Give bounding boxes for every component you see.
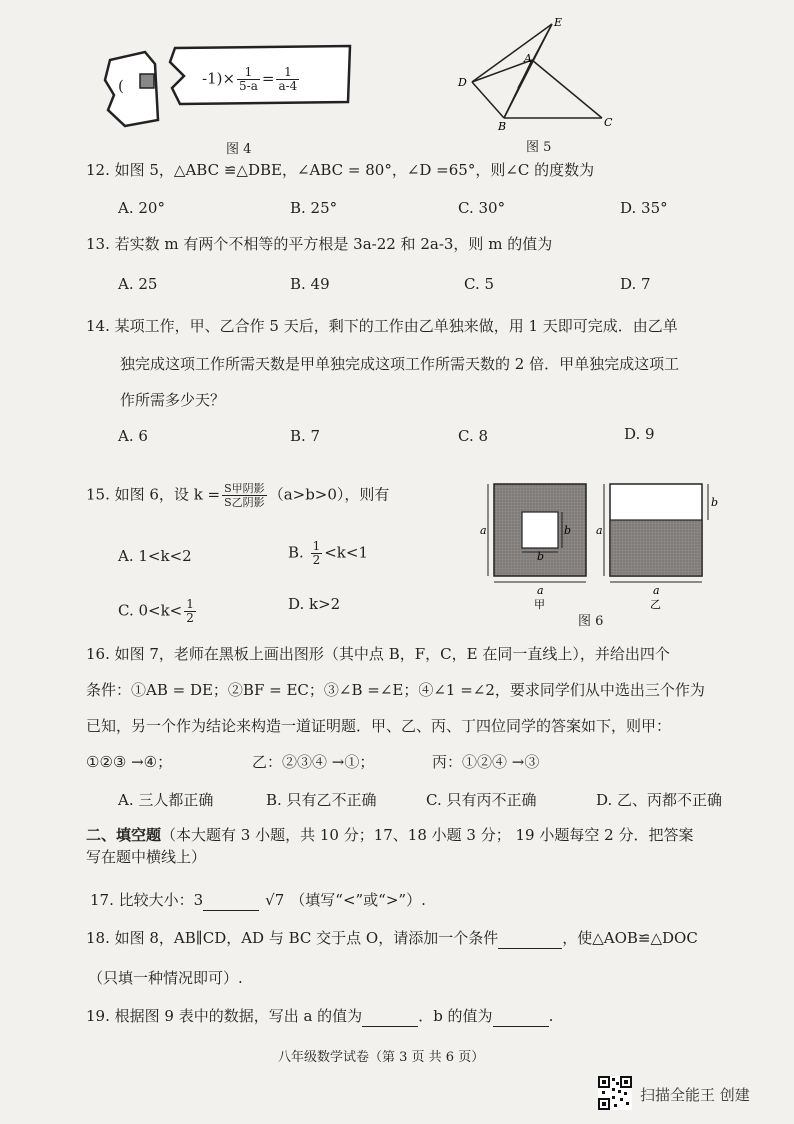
q16-option-c: C. 只有丙不正确 bbox=[426, 791, 537, 809]
q18-answer-blank[interactable] bbox=[498, 928, 562, 949]
q15-optc-num: 1 bbox=[186, 597, 194, 611]
fig6-label-jia: 甲 bbox=[534, 598, 545, 611]
q15-optb-suffix: <k<1 bbox=[324, 543, 368, 562]
q15-frac-den: S乙阴影 bbox=[224, 496, 265, 509]
question-14-line3: 作所需多少天？ bbox=[120, 391, 226, 409]
fig6-yi-shaded bbox=[610, 520, 702, 576]
q15-optc-text: C. 0<k< bbox=[118, 601, 183, 620]
fig4-paren: ( bbox=[118, 77, 124, 95]
q13-option-c: C. 5 bbox=[464, 275, 495, 293]
q14-option-a: A. 6 bbox=[118, 427, 148, 445]
q16-option-a: A. 三人都正确 bbox=[118, 791, 214, 809]
fig5-label-b: B bbox=[498, 120, 507, 133]
qr-code-icon bbox=[598, 1076, 632, 1110]
q12-option-c: C. 30° bbox=[458, 199, 506, 217]
question-14-line1: 14. 某项工作，甲、乙合作 5 天后，剩下的工作由乙单独来做，用 1 天即可完成．由乙单 bbox=[86, 317, 678, 335]
q14-option-b: B. 7 bbox=[290, 427, 321, 445]
fig5-label-d: D bbox=[458, 76, 467, 89]
q17-answer-blank[interactable] bbox=[203, 890, 259, 911]
fig4-frac2 bbox=[276, 66, 299, 93]
q12-option-a: A. 20° bbox=[118, 199, 165, 217]
q16-option-b: B. 只有乙不正确 bbox=[266, 791, 377, 809]
fig5-label-a: A bbox=[524, 52, 532, 65]
q15-suffix: （a>b>0），则有 bbox=[268, 485, 390, 504]
fig4-eq: = bbox=[261, 69, 275, 88]
section-2-title: 二、填空题 bbox=[86, 826, 162, 844]
page-footer: 八年级数学试卷（第 3 页 共 6 页） bbox=[278, 1050, 485, 1065]
fig6-label-yi: 乙 bbox=[650, 598, 661, 611]
question-12: 12. 如图 5，△ABC ≌△DBE，∠ABC = 80°，∠D =65°，则∠C 的度数为 bbox=[86, 161, 595, 179]
q15-option-a: A. 1<k<2 bbox=[118, 547, 192, 565]
section-2-heading bbox=[86, 824, 766, 846]
q14-option-d: D. 9 bbox=[624, 425, 655, 443]
q12-option-d: D. 35° bbox=[620, 199, 668, 217]
question-17 bbox=[90, 890, 426, 911]
q15-frac-num: S甲阴影 bbox=[224, 482, 265, 495]
fig4-frac1 bbox=[237, 66, 260, 93]
q18-text-b: ，使△AOB≌△DOC bbox=[562, 929, 698, 947]
question-16-line3: 已知，另一个作为结论来构造一道证明题．甲、乙、丙、丁四位同学的答案如下，则甲： bbox=[86, 717, 672, 735]
q19-part2: ．b 的值为 bbox=[418, 1007, 493, 1025]
q18-text-a: 18. 如图 8，AB∥CD，AD 与 BC 交于点 O，请添加一个条件 bbox=[86, 929, 499, 947]
question-19 bbox=[86, 1006, 553, 1027]
fig4-frac1-num: 1 bbox=[237, 66, 260, 80]
fig6-label-b-bottom: b bbox=[537, 550, 545, 563]
q15-option-b bbox=[288, 540, 368, 567]
q15-optb-label: B. bbox=[288, 543, 304, 562]
scanner-watermark: 扫描全能王 创建 bbox=[640, 1086, 750, 1104]
fig4-caption: 图 4 bbox=[226, 142, 252, 157]
q17-sqrt: √7 bbox=[265, 891, 285, 909]
q13-option-b: B. 49 bbox=[290, 275, 330, 293]
q14-option-c: C. 8 bbox=[458, 427, 489, 445]
q13-option-d: D. 7 bbox=[620, 275, 651, 293]
q15-optc-den: 2 bbox=[186, 611, 194, 625]
q15-option-d: D. k>2 bbox=[288, 595, 341, 613]
q15-optc-frac bbox=[184, 598, 196, 625]
q15-optb-frac bbox=[311, 540, 323, 567]
figure-5 bbox=[452, 14, 632, 134]
fig4-frac2-den: a-4 bbox=[278, 79, 298, 93]
q15-optb-den: 2 bbox=[312, 553, 321, 567]
q19-a-blank[interactable] bbox=[362, 1006, 418, 1027]
fig6-label-b-inner: b bbox=[564, 524, 572, 537]
figure-6 bbox=[470, 476, 720, 626]
question-15 bbox=[86, 482, 389, 509]
section-2-desc2: 写在题中横线上） bbox=[86, 848, 207, 866]
ink-blot-icon bbox=[140, 74, 154, 88]
q15-option-c bbox=[118, 598, 198, 625]
q17-prefix: 17. 比较大小：3 bbox=[90, 891, 204, 909]
section-2-desc1: （本大题有 3 小题，共 10 分；17、18 小题 3 分； 19 小题每空 2 分．把答案 bbox=[161, 826, 694, 844]
q19-b-blank[interactable] bbox=[493, 1006, 549, 1027]
fig4-text: -1)× bbox=[202, 69, 236, 88]
question-16-answer-bing: 丙：①②④ →③ bbox=[432, 753, 540, 771]
fig4-expression bbox=[202, 66, 301, 93]
q13-option-a: A. 25 bbox=[118, 275, 158, 293]
fig4-frac1-den: 5-a bbox=[239, 79, 258, 93]
question-16-answer-jia: ①②③ →④； bbox=[86, 753, 173, 771]
q15-optb-num: 1 bbox=[312, 539, 321, 553]
fig6-label-b-right: b bbox=[711, 496, 719, 509]
fig6-label-a-bottom2: a bbox=[653, 584, 660, 597]
q15-fraction bbox=[222, 482, 267, 509]
question-14-line2: 独完成这项工作所需天数是甲单独完成这项工作所需天数的 2 倍．甲单独完成这项工 bbox=[120, 355, 680, 373]
q17-suffix: （填写“<”或“>”）. bbox=[290, 891, 426, 909]
question-16-line1: 16. 如图 7，老师在黑板上画出图形（其中点 B，F，C，E 在同一直线上），并给出四个 bbox=[86, 645, 670, 663]
q16-option-d: D. 乙、丙都不正确 bbox=[596, 791, 723, 809]
question-18-line1 bbox=[86, 928, 698, 949]
fig6-caption: 图 6 bbox=[578, 614, 604, 629]
question-16-line2: 条件：①AB = DE；②BF = EC；③∠B =∠E；④∠1 =∠2，要求同学们从中选出三个作为 bbox=[86, 681, 705, 699]
question-16-answer-yi: 乙：②③④ →①； bbox=[252, 753, 375, 771]
fig5-label-e: E bbox=[554, 16, 563, 29]
q12-option-b: B. 25° bbox=[290, 199, 338, 217]
q15-prefix: 15. 如图 6，设 k = bbox=[86, 485, 221, 504]
question-13: 13. 若实数 m 有两个不相等的平方根是 3a-22 和 2a-3，则 m 的值为 bbox=[86, 235, 553, 253]
q19-part3: . bbox=[548, 1007, 554, 1025]
fig6-jia-hole bbox=[522, 512, 558, 548]
question-18-line2: （只填一种情况即可）. bbox=[88, 969, 243, 987]
q19-part1: 19. 根据图 9 表中的数据，写出 a 的值为 bbox=[86, 1007, 363, 1025]
fig5-label-c: C bbox=[604, 116, 613, 129]
fig5-caption: 图 5 bbox=[526, 140, 552, 155]
fig6-label-a-left2: a bbox=[596, 524, 603, 537]
fig4-frac2-num: 1 bbox=[276, 66, 299, 80]
fig6-label-a-bottom1: a bbox=[537, 584, 544, 597]
fig6-label-a-left: a bbox=[480, 524, 487, 537]
